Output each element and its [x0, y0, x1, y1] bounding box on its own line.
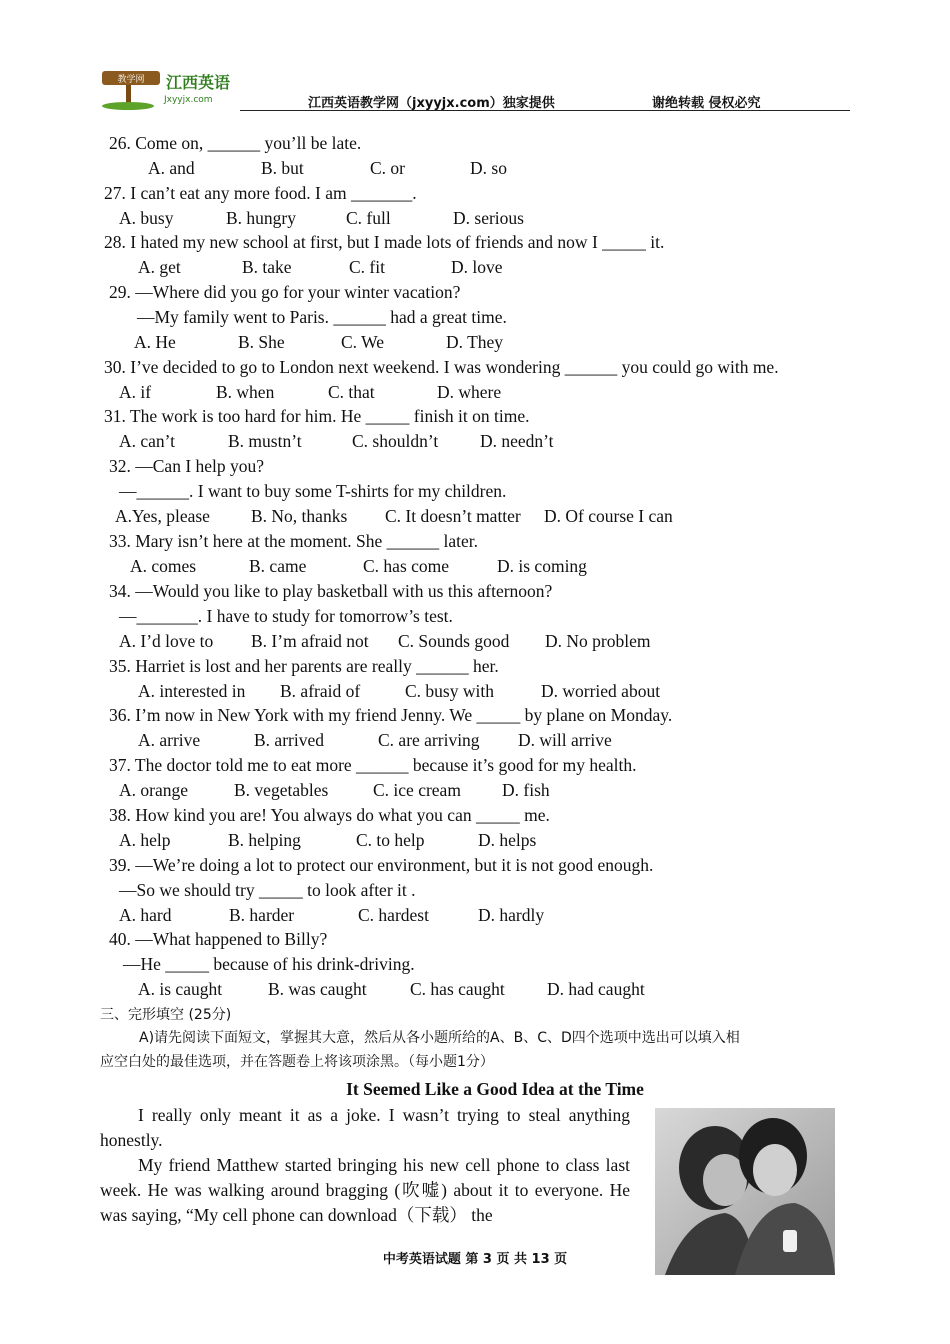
header-rule: [240, 110, 850, 111]
question-stem: 27. I can’t eat any more food. I am _______.: [104, 183, 417, 203]
option: D. No problem: [545, 631, 651, 651]
question-stem: 26. Come on, ______ you’ll be late.: [109, 133, 362, 153]
option: D. Of course I can: [544, 506, 673, 526]
option: A. He: [134, 332, 176, 352]
option: C. has come: [363, 556, 450, 576]
option: B. mustn’t: [228, 431, 302, 451]
option: C. that: [328, 382, 375, 402]
option: B. when: [216, 382, 275, 402]
option: A. hard: [119, 905, 172, 925]
option: D. helps: [478, 830, 537, 850]
question-stem-line2: —He _____ because of his drink-driving.: [123, 954, 415, 974]
option: C. Sounds good: [398, 631, 510, 651]
option: C. or: [370, 158, 405, 178]
option: C. are arriving: [378, 730, 480, 750]
option: C. shouldn’t: [352, 431, 439, 451]
option: A. busy: [119, 208, 174, 228]
option: B. helping: [228, 830, 301, 850]
question-stem-line2: —So we should try _____ to look after it .: [119, 880, 416, 900]
option: D. where: [437, 382, 502, 402]
question-stem: 37. The doctor told me to eat more ______ because it’s good for my health.: [109, 755, 637, 775]
question-stem: 29. —Where did you go for your winter vacation?: [109, 282, 461, 302]
option: B. harder: [229, 905, 295, 925]
option: A. get: [138, 257, 181, 277]
option: D. will arrive: [518, 730, 612, 750]
question-stem: 38. How kind you are! You always do what you can _____ me.: [109, 805, 550, 825]
question-stem: 31. The work is too hard for him. He _____ finish it on time.: [104, 406, 530, 426]
option: A. if: [119, 382, 152, 402]
option: A. help: [119, 830, 171, 850]
option: A. comes: [130, 556, 197, 576]
option: C. hardest: [358, 905, 429, 925]
option: D. so: [470, 158, 507, 178]
option: A. orange: [119, 780, 189, 800]
question-stem: 32. —Can I help you?: [109, 456, 265, 476]
option: B. take: [242, 257, 292, 277]
option: C. We: [341, 332, 384, 352]
logo-small-text: 教学网: [117, 75, 145, 85]
question-stem: 35. Harriet is lost and her parents are really ______ her.: [109, 656, 499, 676]
header-rights: 谢绝转载 侵权必究: [652, 96, 761, 111]
option: C. It doesn’t matter: [385, 506, 521, 526]
option: A. arrive: [138, 730, 201, 750]
option: B. but: [261, 158, 304, 178]
question-stem: 36. I’m now in New York with my friend Jenny. We _____ by plane on Monday.: [109, 705, 673, 725]
option: B. I’m afraid not: [251, 631, 369, 651]
option: D. had caught: [547, 979, 645, 999]
header-provider: 江西英语教学网（jxyyjx.com）独家提供: [308, 96, 555, 111]
option: B. No, thanks: [251, 506, 348, 526]
option: A. is caught: [138, 979, 223, 999]
passage-paragraph: My friend Matthew started bringing his new cell phone to class last week. He was walking around bragging (吹嘘) about it to everyone. He was saying, “My cell phone can download（下载） the: [100, 1155, 630, 1225]
option: D. worried about: [541, 681, 661, 701]
passage-title: It Seemed Like a Good Idea at the Time: [346, 1079, 644, 1099]
option: D. love: [451, 257, 503, 277]
option: C. busy with: [405, 681, 494, 701]
option: B. was caught: [268, 979, 367, 999]
page-footer: 中考英语试题 第 3 页 共 13 页: [382, 1252, 568, 1267]
option: A. and: [148, 158, 195, 178]
option: C. has caught: [410, 979, 505, 999]
question-stem: 33. Mary isn’t here at the moment. She ______ later.: [109, 531, 479, 551]
option: B. came: [249, 556, 307, 576]
logo-url-text: Jxyyjx.com: [164, 95, 213, 105]
option: A. interested in: [138, 681, 246, 701]
question-stem-line2: —_______. I have to study for tomorrow’s test.: [119, 606, 453, 626]
option: B. arrived: [254, 730, 324, 750]
question-stem: 34. —Would you like to play basketball with us this afternoon?: [109, 581, 553, 601]
logo-main-text: 江西英语: [166, 73, 231, 92]
site-logo: [100, 68, 240, 110]
option: D. is coming: [497, 556, 587, 576]
question-stem: 40. —What happened to Billy?: [109, 929, 328, 949]
question-stem: 28. I hated my new school at first, but I made lots of friends and now I _____ it.: [104, 232, 665, 252]
passage-paragraph: I really only meant it as a joke. I wasn’t trying to steal anything honestly.: [100, 1105, 630, 1150]
option: C. ice cream: [373, 780, 461, 800]
question-stem-line2: —My family went to Paris. ______ had a great time.: [137, 307, 507, 327]
option: C. full: [346, 208, 391, 228]
question-stem-line2: —______. I want to buy some T-shirts for my children.: [119, 481, 507, 501]
option: B. She: [238, 332, 285, 352]
option: C. fit: [349, 257, 385, 277]
option: D. They: [446, 332, 504, 352]
option: D. hardly: [478, 905, 545, 925]
option: B. afraid of: [280, 681, 361, 701]
option: B. vegetables: [234, 780, 329, 800]
question-stem: 30. I’ve decided to go to London next weekend. I was wondering ______ you could go with me.: [104, 357, 779, 377]
section-instruction-line1: A)请先阅读下面短文，掌握其大意，然后从各小题所给的A、B、C、D四个选项中选出可以填入相: [139, 1030, 740, 1046]
question-stem: 39. —We’re doing a lot to protect our environment, but it is not good enough.: [109, 855, 654, 875]
option: C. to help: [356, 830, 425, 850]
option: A. I’d love to: [119, 631, 214, 651]
option: A. can’t: [119, 431, 176, 451]
option: D. fish: [502, 780, 550, 800]
option: B. hungry: [226, 208, 296, 228]
option: D. needn’t: [480, 431, 554, 451]
section-instruction-line2: 应空白处的最佳选项，并在答题卷上将该项涂黑。（每小题1分）: [100, 1054, 494, 1070]
option: D. serious: [453, 208, 524, 228]
option: A.Yes, please: [115, 506, 210, 526]
section-heading: 三、完形填空 (25分): [100, 1007, 232, 1023]
